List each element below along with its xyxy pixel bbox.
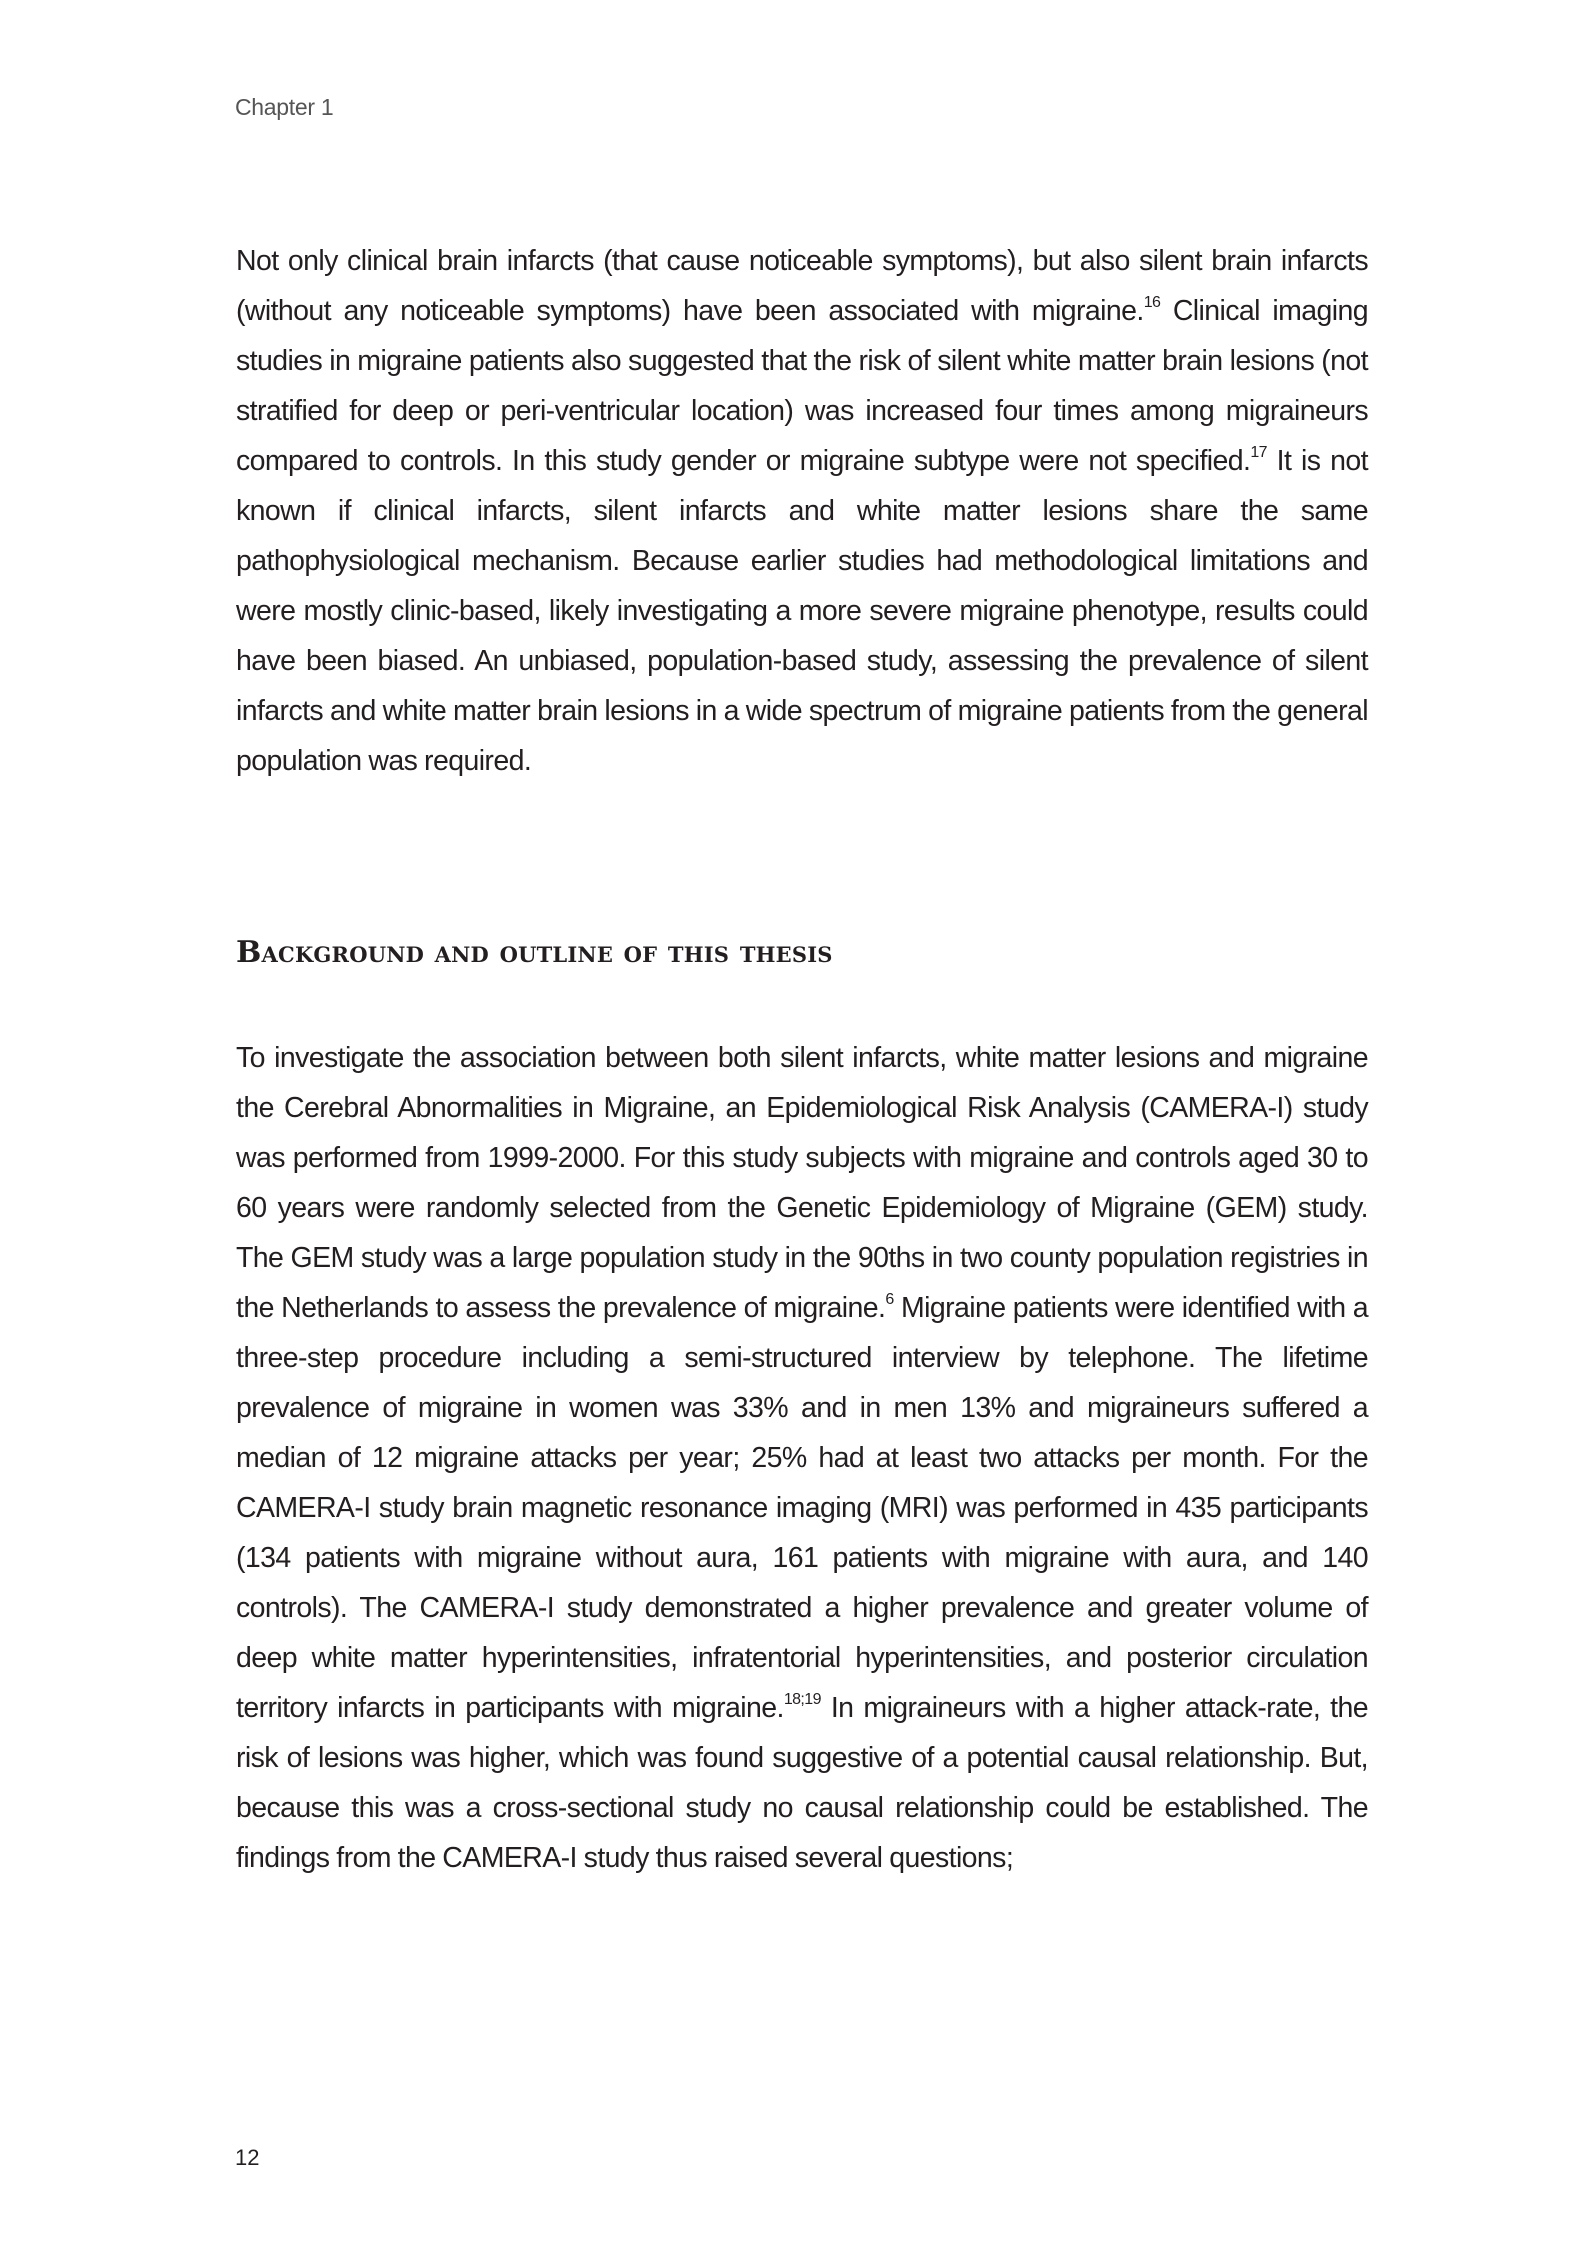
body-paragraph-2 <box>236 1033 1368 1883</box>
page-number: 12 <box>235 2145 260 2170</box>
running-header-chapter: Chapter 1 <box>235 94 334 120</box>
citation-superscript: 6 <box>885 1291 894 1308</box>
section-heading: Background and outline of this thesis <box>236 935 833 970</box>
paragraph-text: Not only clinical brain infarcts (that cause noticeable symptoms), but also silent brain infarcts (without any noticeable symptoms) have been associated with migraine. <box>236 245 1368 327</box>
paragraph-text: Migraine patients were identified with a three-step procedure including a semi-structured interview by telephone. The lifetime prevalence of migraine in women was 33% and in men 13% and migraineurs suffered a median of 12 migraine attacks per year; 25% had at least two attacks per month. For the CAMERA-I study brain magnetic resonance imaging (MRI) was performed in 435 participants (134 patients with migraine without aura, 161 patients with migraine with aura, and 140 controls). The CAMERA-I study demonstrated a higher prevalence and greater volume of deep white matter hyperintensities, infratentorial hyperintensities, and posterior circulation territory infarcts in participants with migraine. <box>236 1292 1368 1724</box>
paragraph-text: Clinical imaging studies in migraine patients also suggested that the risk of silent white matter brain lesions (not stratified for deep or peri-ventricular location) was increased four times among migraineurs compared to controls. In this study gender or migraine subtype were not specified. <box>236 295 1368 477</box>
paragraph-text: To investigate the association between both silent infarcts, white matter lesions and migraine the Cerebral Abnormalities in Migraine, an Epidemiological Risk Analysis (CAMERA-I) study was performed from 1999-2000. For this study subjects with migraine and controls aged 30 to 60 years were randomly selected from the Genetic Epidemiology of Migraine (GEM) study. The GEM study was a large population study in the 90ths in two county population registries in the Netherlands to assess the prevalence of migraine. <box>236 1042 1368 1324</box>
citation-superscript: 18;19 <box>783 1691 821 1708</box>
paragraph-text: It is not known if clinical infarcts, silent infarcts and white matter lesions share the same pathophysiological mechanism. Because earlier studies had methodological limitations and were mostly clinic-based, likely investigating a more severe migraine phenotype, results could have been biased. An unbiased, population-based study, assessing the prevalence of silent infarcts and white matter brain lesions in a wide spectrum of migraine patients from the general population was required. <box>236 445 1368 777</box>
citation-superscript: 16 <box>1143 294 1161 311</box>
paragraph-text: In migraineurs with a higher attack-rate, the risk of lesions was higher, which was found suggestive of a potential causal relationship. But, because this was a cross-sectional study no causal relationship could be established. The findings from the CAMERA-I study thus raised several questions; <box>236 1692 1368 1874</box>
body-paragraph-1 <box>236 236 1368 786</box>
citation-superscript: 17 <box>1250 444 1267 461</box>
